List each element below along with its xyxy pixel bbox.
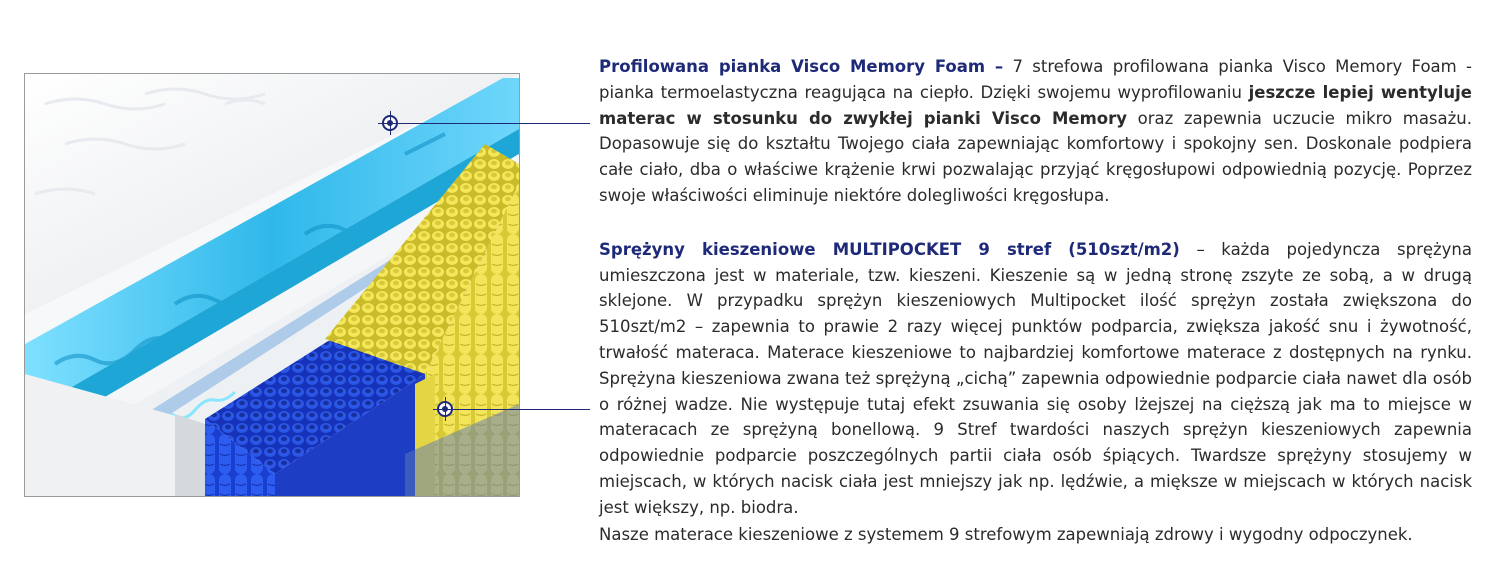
foam-heading: Profilowana pianka Visco Memory Foam –: [599, 57, 1004, 76]
foam-description: [599, 54, 1472, 209]
springs-heading: Sprężyny kieszeniowe MULTIPOCKET 9 stref (510szt/m2): [599, 239, 1180, 259]
springs-callout-marker-icon: [437, 401, 453, 417]
foam-text-2: oraz zapewnia uczucie mikro masażu. Dopasowuje się do kształtu Twojego ciała zapewniając komfortowy i spokojny sen. Doskonale podpiera całe ciało, dba o właściwe krążenie krwi pozwalając przyjąć kręgosłupowi odpowiednią pozycję. Poprzez swoje właściwości eliminuje niektóre dolegliwości kręgosłupa.: [599, 108, 1473, 205]
mattress-cross-section-image: [24, 73, 520, 497]
description-column: [599, 54, 1472, 547]
springs-description: [599, 237, 1472, 521]
springs-text: – każda pojedyncza sprężyna umieszczona jest w materiale, tzw. kieszeni. Kieszenie są w jedną stronę zszyte ze sobą, a w drugą sklejone. W przypadku sprężyn kieszeniowych Multipocket ilość sprężyn została zwiększona do 510szt/m2 – zapewnia to prawie 2 razy więcej punktów podparcia, zwiększa jakość snu i żywotność, trwałość materaca. Materace kieszeniowe to najbardziej komfortowe materace z dostępnych na rynku. Sprężyna kieszeniowa zwana też sprężyną „cichą” zapewnia odpowiednie podparcie ciała nawet dla osób o różnej wadze. Nie występuje tutaj efekt zsuwania się osoby lżejszej na cięższą jak ma to miejsce w materacach ze sprężyną bonellową. 9 Stref twardości naszych sprężyn kieszeniowych zapewnia odpowiednie podparcie poszczególnych partii ciała osób śpiących. Twardsze sprężyny stosujemy w miejscach, w których nacisk ciała jest mniejszy jak np. lędźwie, a miększe w miejscach w których nacisk jest większy, np. biodra.: [599, 239, 1472, 517]
foam-text-1: 7 strefowa profilowana pianka Visco Memory Foam - pianka termoelastyczna reagująca na ciepło. Dzięki swojemu wyprofilowaniu: [599, 57, 1473, 102]
springs-callout-line: [445, 409, 590, 410]
foam-bold-text: jeszcze lepiej wentyluje materac w stosunku do zwykłej pianki Visco Memory: [599, 82, 1472, 128]
foam-callout-marker-icon: [382, 115, 398, 131]
closing-sentence: Nasze materace kieszeniowe z systemem 9 strefowym zapewniają zdrowy i wygodny odpoczynek.: [599, 524, 1413, 544]
foam-callout-line: [390, 123, 590, 124]
